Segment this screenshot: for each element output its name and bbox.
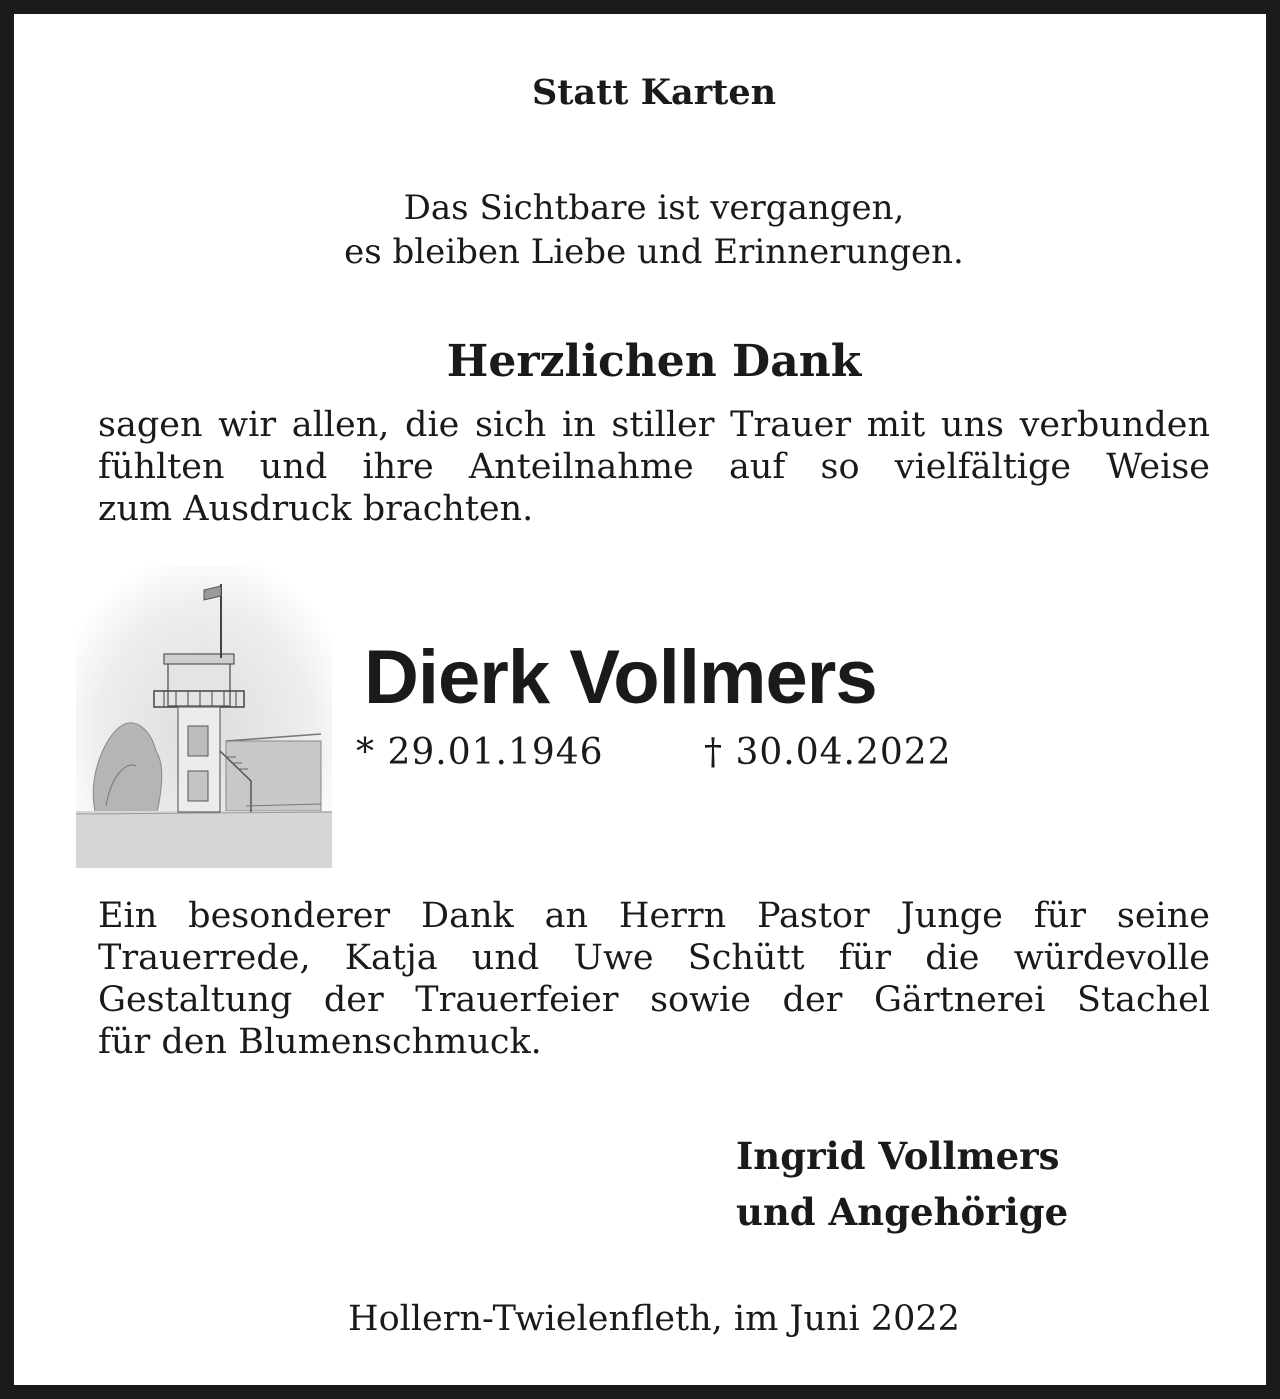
thanks-line: zum Ausdruck brachten. bbox=[98, 489, 534, 529]
special-thanks-line: Ein besonderer Dank an Herrn Pastor Junge für seine bbox=[98, 896, 1210, 936]
thanks-line: fühlten und ihre Anteilnahme auf so vielfältige Weise bbox=[98, 447, 1210, 487]
motto-line-1: Das Sichtbare ist vergangen, bbox=[403, 188, 905, 228]
birth-date: * 29.01.1946 bbox=[356, 732, 604, 773]
special-thanks-line: Gestaltung der Trauerfeier sowie der Gärtnerei Stachel bbox=[98, 980, 1210, 1020]
motto-line-2: es bleiben Liebe und Erinnerungen. bbox=[344, 232, 964, 272]
special-thanks-paragraph bbox=[98, 895, 1210, 1063]
thanks-title: Herzlichen Dank bbox=[446, 336, 862, 387]
deceased-name: Dierk Vollmers bbox=[364, 635, 877, 720]
death-date: † 30.04.2022 bbox=[704, 732, 952, 773]
header-title: Statt Karten bbox=[531, 72, 777, 113]
watchtower-sketch-icon bbox=[76, 566, 332, 868]
thanks-line: sagen wir allen, die sich in stiller Trauer mit uns verbunden bbox=[98, 405, 1210, 445]
thanks-paragraph bbox=[98, 404, 1210, 530]
special-thanks-line: für den Blumenschmuck. bbox=[98, 1022, 542, 1062]
signature-name: Ingrid Vollmers bbox=[736, 1134, 1060, 1178]
place-date: Hollern-Twielenfleth, im Juni 2022 bbox=[348, 1299, 960, 1339]
special-thanks-line: Trauerrede, Katja und Uwe Schütt für die würdevolle bbox=[98, 938, 1210, 978]
motto bbox=[14, 186, 1280, 274]
signature-relatives: und Angehörige bbox=[736, 1190, 1069, 1234]
